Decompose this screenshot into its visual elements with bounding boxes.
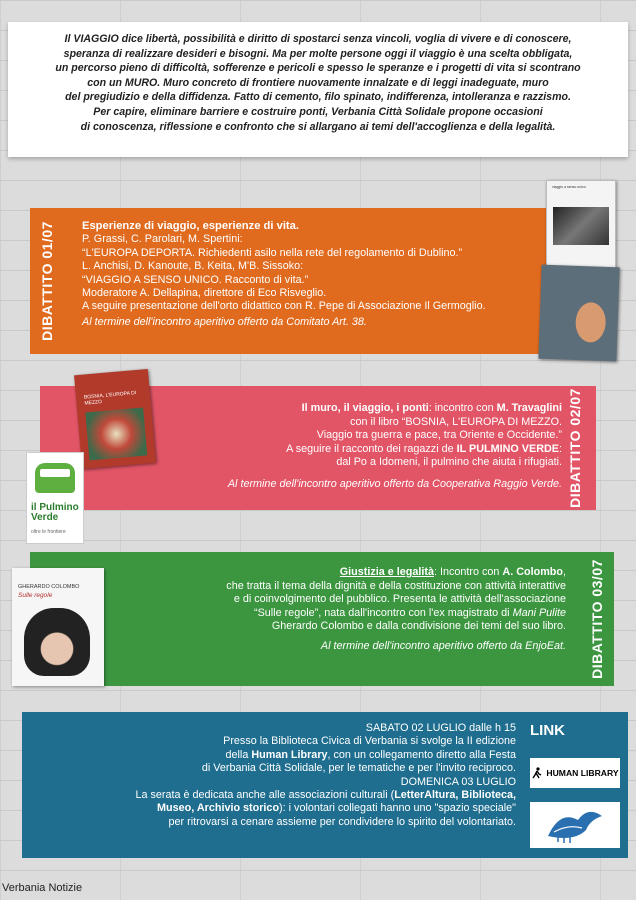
- debate-03-line: [130, 607, 566, 621]
- debate-01-line: “VIAGGIO A SENSO UNICO. Racconto di vita.”: [82, 273, 309, 286]
- book-cover-bosnia: [74, 369, 156, 469]
- debate-03-line: Gherardo Colombo e dalla condivisione dei temi del suo libro.: [271, 620, 566, 633]
- library-text-span: , con un collegamento diretto alla Festa: [327, 748, 516, 761]
- debate-02-text-span: :: [559, 442, 562, 455]
- debate-02-text: [120, 402, 562, 492]
- library-human-library-name: Human Library: [251, 748, 328, 761]
- intro-line: del pregiudizio e della diffidenza. Fatto di cemento, filo spinato, indifferenza, intolleranza e razzismo.: [65, 91, 571, 104]
- intro-line: speranza di realizzare desideri e bisogni. Ma per molte persone oggi il viaggio è una scelta obbligata,: [63, 47, 573, 60]
- human-library-link[interactable]: [530, 758, 620, 788]
- runner-icon: [531, 767, 543, 779]
- intro-line: un percorso pieno di difficoltà, sofferenze e pericoli e spesso le speranze e i progetti di vita si scontrano: [55, 62, 581, 75]
- debate-02-title: Il muro, il viaggio, i ponti: [301, 402, 429, 414]
- library-line: [30, 789, 516, 802]
- book-cover-sulle-regole: [12, 568, 104, 686]
- book-cover-viaggio-senso-unico: [546, 180, 616, 275]
- debate-02-intro: : incontro con: [428, 402, 497, 414]
- pulmino-line2: Verde: [31, 512, 59, 523]
- debate-02-line: [120, 443, 562, 457]
- van-icon: [35, 463, 75, 493]
- debate-01-line: P. Grassi, C. Parolari, M. Spertini:: [82, 233, 243, 246]
- book-cover-title: Sulle regole: [18, 592, 53, 599]
- pulmino-logo-text: [31, 503, 79, 523]
- pulmino-tagline: oltre le frontiere: [31, 529, 66, 535]
- debate-03-label: DIBATTITO 03/07: [589, 559, 606, 679]
- debate-03-line: e di coinvolgimento del pubblico. Presenta le attività dell'associazione: [233, 593, 566, 606]
- library-line: SABATO 02 LUGLIO dalle h 15: [365, 722, 516, 734]
- debate-01-line: Moderatore A. Dellapina, direttore di Eco Risveglio.: [82, 287, 327, 300]
- debate-02-label: DIBATTITO 02/07: [567, 388, 584, 508]
- library-line: Presso la Biblioteca Civica di Verbania si svolge la II edizione: [223, 735, 516, 748]
- debate-03-text: [130, 566, 566, 654]
- library-line: per ritrovarsi a cenare assieme per condividere lo spirito del volontariato.: [168, 815, 516, 828]
- debate-03-note: Al termine dell'incontro aperitivo offerto da EnjoEat.: [320, 639, 566, 652]
- association-logo-link[interactable]: [530, 802, 620, 848]
- debate-03-speaker: A. Colombo: [502, 566, 563, 578]
- debate-02-pulmino-name: IL PULMINO VERDE: [456, 442, 559, 455]
- debate-03-intro: : Incontro con: [434, 566, 503, 578]
- link-title: LINK: [530, 722, 565, 739]
- library-line: [30, 749, 516, 762]
- book-cover-photo: [24, 608, 90, 676]
- debate-03-line: che tratta il tema della dignità e della costituzione con attività interattive: [226, 579, 566, 592]
- debate-03-mani-pulite: Mani Pulite: [512, 606, 566, 619]
- debate-02-speaker: M. Travaglini: [496, 402, 562, 414]
- human-library-text: [30, 722, 516, 829]
- debate-02-note: Al termine dell'incontro aperitivo offerto da Cooperativa Raggio Verde.: [227, 477, 562, 490]
- debate-02-line: con il libro “BOSNIA, L'EUROPA DI MEZZO.: [350, 415, 562, 428]
- debate-03-text-span: ,: [563, 566, 566, 578]
- debate-01-text: [82, 220, 552, 329]
- debate-01-line: L. Anchisi, D. Kanoute, B. Keita, M'B. Sissoko:: [82, 260, 304, 273]
- book-cover-title: BOSNIA, L'EUROPA DI MEZZO: [83, 390, 137, 407]
- debate-03-title: Giustizia e legalità: [339, 566, 434, 578]
- library-text-span: ): i volontari collegati hanno uno "spazio speciale": [279, 802, 516, 815]
- intro-line: Il VIAGGIO dice libertà, possibilità e diritto di spostarci senza vincoli, voglia di vivere e di conoscere,: [64, 33, 572, 45]
- book-cover-title: viaggio a senso unico: [552, 185, 586, 189]
- pulmino-verde-logo: [26, 452, 84, 544]
- debate-01-note: Al termine dell'incontro aperitivo offerto da Comitato Art. 38.: [82, 315, 367, 328]
- debate-03-line1: [130, 566, 566, 580]
- book-cover-europa-deporta: [538, 265, 619, 362]
- debate-02-line: Viaggio tra guerra e pace, tra Oriente e Occidente.”: [316, 429, 562, 442]
- debate-01-band: [30, 208, 550, 354]
- debate-01-line: A seguire presentazione dell'orto didattico con R. Pepe di Associazione Il Germoglio.: [82, 300, 486, 313]
- book-cover-photo: [85, 408, 147, 461]
- debate-02-text-span: A seguire il racconto dei ragazzi de: [286, 442, 457, 455]
- library-text-span: La serata è dedicata anche alle associazioni culturali (: [135, 789, 395, 802]
- debate-03-band: [30, 552, 614, 686]
- book-cover-photo: [553, 207, 609, 245]
- intro-line: Per capire, eliminare barriere e costruire ponti, Verbania Città Solidale propone occasioni: [93, 105, 543, 118]
- debate-01-line: “L'EUROPA DEPORTA. Richiedenti asilo nella rete del regolamento di Dublino.”: [82, 246, 463, 259]
- debate-01-label: DIBATTITO 01/07: [39, 221, 56, 341]
- library-line: DOMENICA 03 LUGLIO: [400, 775, 516, 788]
- pulmino-line1: il Pulmino: [31, 502, 79, 513]
- book-cover-author: GHERARDO COLOMBO: [18, 584, 80, 590]
- library-associations: Museo, Archivio storico: [157, 802, 280, 815]
- debate-03-text-span: “Sulle regole”, nata dall'incontro con l'ex magistrato di: [253, 606, 513, 619]
- debate-01-title: Esperienze di viaggio, esperienze di vita.: [82, 220, 299, 232]
- footer-credit: Verbania Notizie: [2, 882, 83, 894]
- debate-02-line1: [120, 402, 562, 416]
- library-text-span: della: [225, 748, 252, 761]
- human-library-band: [22, 712, 628, 858]
- intro-text-box: [8, 22, 628, 157]
- book-cover-photo: [575, 302, 606, 343]
- intro-line: di conoscenza, riflessione e confronto che si allargano ai temi dell'accoglienza e della legalità.: [80, 120, 556, 133]
- bird-logo-icon: [530, 802, 620, 848]
- human-library-logo-text: HUMAN LIBRARY: [546, 768, 619, 778]
- library-line: [30, 802, 516, 815]
- intro-line: con un MURO. Muro concreto di frontiere nuovamente innalzate e di leggi inadeguate, muro: [87, 76, 549, 89]
- debate-02-line: dal Po a Idomeni, il pulmino che aiuta i rifugiati.: [336, 456, 562, 469]
- library-associations: LetterAltura, Biblioteca,: [394, 789, 516, 802]
- library-line: di Verbania Città Solidale, per le tematiche e per l'invito reciproco.: [201, 762, 516, 775]
